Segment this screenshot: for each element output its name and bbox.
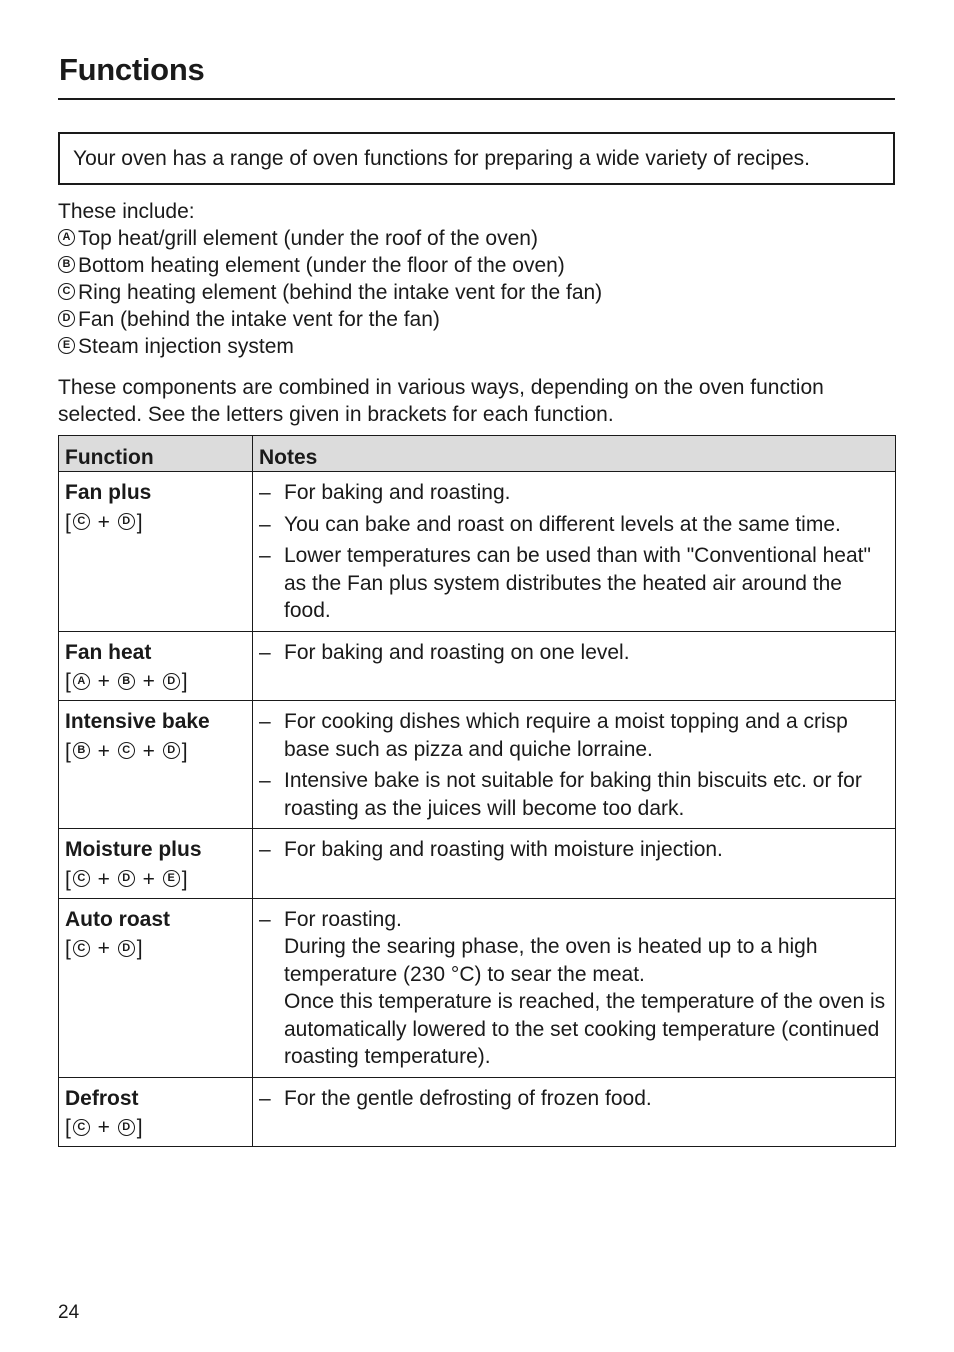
function-cell: [59, 1077, 253, 1147]
note-text: You can bake and roast on different levels at the same time.: [284, 512, 841, 536]
component-text: Fan (behind the intake vent for the fan): [78, 308, 440, 331]
intro-text: Your oven has a range of oven functions for preparing a wide variety of recipes.: [73, 146, 810, 170]
function-combination: [ C + D ]: [65, 1116, 143, 1140]
circled-letter-icon: D: [118, 940, 135, 957]
notes-cell: [253, 898, 896, 1077]
function-combination: [ C + D ]: [65, 937, 143, 961]
circled-letter-icon: D: [118, 870, 135, 887]
note-item: – For roasting. During the searing phase, the oven is heated up to a high temperature (230 °C) to sear the meat. Once this temperature is reached, the temperature of the oven is automatically lowered to the set cooking temperature (continued roasting temperature).: [259, 906, 889, 1071]
title-divider: [58, 98, 895, 100]
notes-cell: [253, 701, 896, 829]
note-text: For the gentle defrosting of frozen food.: [284, 1086, 652, 1110]
header-function: Function: [59, 436, 253, 472]
note-item: – For baking and roasting on one level.: [259, 639, 889, 667]
note-item: – For the gentle defrosting of frozen food.: [259, 1085, 889, 1113]
circled-letter-icon: E: [58, 337, 75, 354]
note-item: – Intensive bake is not suitable for baking thin biscuits etc. or for roasting as the juices will become too dark.: [259, 767, 889, 822]
combined-paragraph: These components are combined in various ways, depending on the oven function selected. See the letters given in brackets for each function.: [58, 376, 824, 426]
circled-letter-icon: A: [58, 229, 75, 246]
components-list: [58, 198, 602, 360]
note-item: – Lower temperatures can be used than with "Conventional heat" as the Fan plus system distributes the heated air around the food.: [259, 542, 889, 625]
circled-letter-icon: D: [163, 742, 180, 759]
function-name: Auto roast: [65, 907, 170, 931]
page-number: 24: [58, 1302, 80, 1323]
note-item: – For cooking dishes which require a moist topping and a crisp base such as pizza and quiche lorraine.: [259, 708, 889, 763]
header-notes: Notes: [253, 436, 896, 472]
circled-letter-icon: D: [58, 310, 75, 327]
function-cell: [59, 829, 253, 899]
component-item: [58, 333, 602, 360]
component-item: [58, 279, 602, 306]
page-title: Functions: [59, 52, 205, 87]
note-item: – You can bake and roast on different levels at the same time.: [259, 511, 889, 539]
functions-table: [58, 435, 896, 1147]
circled-letter-icon: B: [58, 256, 75, 273]
intro-box: [58, 132, 895, 185]
circled-letter-icon: D: [118, 1119, 135, 1136]
function-name: Fan heat: [65, 640, 152, 664]
circled-letter-icon: A: [73, 673, 90, 690]
note-text: For baking and roasting on one level.: [284, 640, 630, 664]
circled-letter-icon: C: [73, 513, 90, 530]
function-name: Fan plus: [65, 481, 152, 504]
note-item: – For baking and roasting.: [259, 479, 889, 507]
table-row: [59, 829, 896, 899]
function-name: Intensive bake: [65, 710, 210, 733]
table-row: [59, 701, 896, 829]
circled-letter-icon: C: [73, 940, 90, 957]
function-combination: [ B + C + D ]: [65, 739, 188, 763]
function-cell: [59, 898, 253, 1077]
note-text: Intensive bake is not suitable for baking thin biscuits etc. or for roasting as the juices will become too dark.: [284, 769, 862, 820]
table-row: [59, 631, 896, 701]
notes-cell: [253, 829, 896, 899]
component-text: Bottom heating element (under the floor of the oven): [78, 254, 565, 277]
notes-cell: [253, 631, 896, 701]
table-row: [59, 898, 896, 1077]
component-item: [58, 252, 602, 279]
function-cell: [59, 472, 253, 632]
circled-letter-icon: C: [73, 1119, 90, 1136]
component-text: Steam injection system: [78, 335, 294, 358]
table-header-row: [59, 436, 896, 472]
note-item: – For baking and roasting with moisture injection.: [259, 836, 889, 864]
table-row: [59, 472, 896, 632]
note-text: For baking and roasting.: [284, 481, 511, 504]
notes-cell: [253, 1077, 896, 1147]
function-cell: [59, 701, 253, 829]
component-item: [58, 225, 602, 252]
circled-letter-icon: D: [118, 513, 135, 530]
component-text: Ring heating element (behind the intake vent for the fan): [78, 281, 603, 304]
function-name: Moisture plus: [65, 838, 202, 861]
function-name: Defrost: [65, 1086, 139, 1110]
note-text: For roasting. During the searing phase, the oven is heated up to a high temperature (230 °C) to sear the meat. Once this temperature is reached, the temperature of the oven is automatically lowered to the set cooking temperature (continued roasting temperature).: [284, 907, 886, 1068]
function-combination: [ A + B + D ]: [65, 670, 188, 694]
circled-letter-icon: B: [118, 673, 135, 690]
component-item: [58, 306, 602, 333]
function-combination: [ C + D + E ]: [65, 867, 188, 891]
note-text: Lower temperatures can be used than with "Conventional heat" as the Fan plus system distributes the heated air around the food.: [284, 544, 871, 622]
function-cell: [59, 631, 253, 701]
table-row: [59, 1077, 896, 1147]
circled-letter-icon: D: [163, 673, 180, 690]
circled-letter-icon: C: [118, 742, 135, 759]
circled-letter-icon: B: [73, 742, 90, 759]
note-text: For baking and roasting with moisture injection.: [284, 838, 723, 861]
circled-letter-icon: C: [58, 283, 75, 300]
circled-letter-icon: E: [163, 870, 180, 887]
notes-cell: [253, 472, 896, 632]
note-text: For cooking dishes which require a moist topping and a crisp base such as pizza and quiche lorraine.: [284, 710, 848, 761]
includes-heading: These include:: [58, 200, 195, 223]
circled-letter-icon: C: [73, 870, 90, 887]
function-combination: [ C + D ]: [65, 510, 143, 534]
component-text: Top heat/grill element (under the roof of the oven): [78, 227, 538, 250]
